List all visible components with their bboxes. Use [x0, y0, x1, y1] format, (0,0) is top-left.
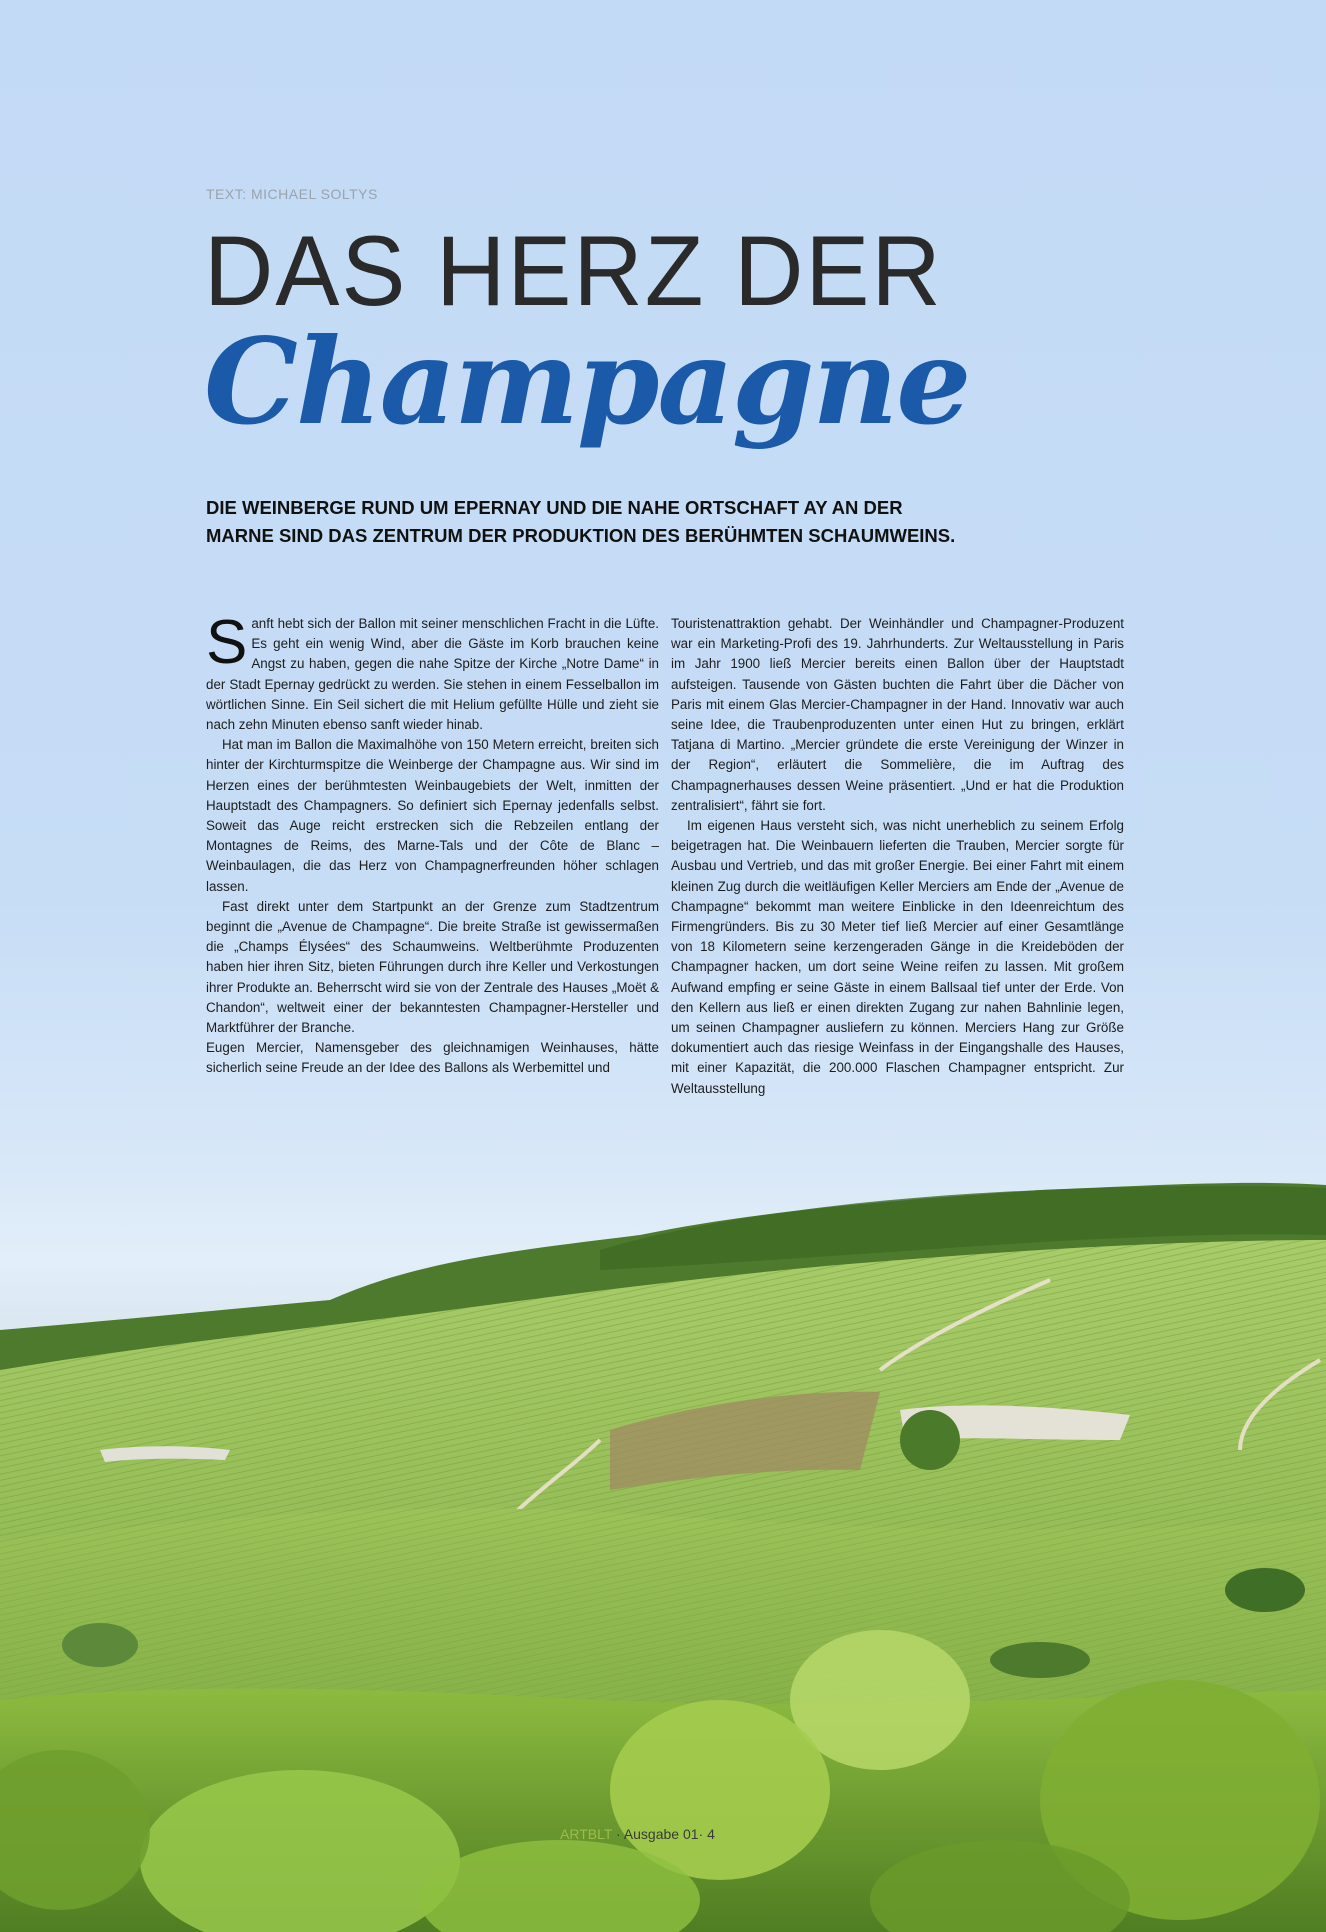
- page-footer: [560, 1826, 715, 1842]
- deck: [206, 494, 1106, 550]
- footer-issue: · Ausgabe 01· 4: [616, 1826, 715, 1842]
- body-paragraph: Fast direkt unter dem Startpunkt an der Grenze zum Stadtzentrum beginnt die „Avenue de Champagne“. Die breite Straße ist gewissermaßen die „Champs Élysées“ des Schaumweins. Weltberühmte Produzenten haben hier ihren Sitz, bieten Führungen durch ihre Keller und Verkostungen ihrer Produkte an. Beherrscht wird sie von der Zentrale des Hauses „Moët & Chandon“, weltweit einer der bekanntesten Champagner-Hersteller und Marktführer der Branche.: [206, 898, 659, 1036]
- headline: DAS HERZ DER: [204, 216, 943, 327]
- body-column-right: [671, 614, 1124, 1099]
- footer-magazine: ARTBLT: [560, 1826, 613, 1842]
- body-paragraph: Touristenattraktion gehabt. Der Weinhändler und Champagner-Produzent war ein Marketing-Profi des 19. Jahrhunderts. Zur Weltausstellung in Paris im Jahr 1900 ließ Mercier bereits einen Ballon über der Hauptstadt aufsteigen. Tausende von Gästen buchten die Fahrt über die Dächer von Paris mit einem Glas Mercier-Champagner in der Hand. Innovativ war auch seine Idee, die Traubenproduzenten unter einen Hut zu bringen, erklärt Tatjana di Martino. „Mercier gründete die erste Vereinigung der Winzer in der Region“, erläutert die Sommelière, die im Auftrag des Champagnerhauses dessen Weine präsentiert. „Und er hat die Produktion zentralisiert“, fährt sie fort.: [671, 616, 1124, 813]
- headline-script: Champagne: [204, 312, 970, 451]
- body-paragraph: Im eigenen Haus versteht sich, was nicht unerheblich zu seinem Erfolg beigetragen hat. Die Weinbauern lieferten die Trauben, Mercier sorgte für Ausbau und Vertrieb, und das mit großer Energie. Bei einer Fahrt mit einem kleinen Zug durch die weitläufigen Keller Merciers am Ende der „Avenue de Champagne“ bekommt man weitere Einblicke in den Ideenreichtum des Firmengründers. Bis zu 30 Meter tief ließ Mercier auf einer Gesamtlänge von 18 Kilometern seine kerzengeraden Gänge in die Kreideböden der Champagner hacken, um dort seine Weine reifen zu lassen. Mit großem Aufwand empfing er seine Gäste in einem Ballsaal tief unter der Erde. Von den Kellern aus ließ er einen direkten Zugang zur nahen Bahnlinie legen, um seinen Champagner ausliefern zu können. Merciers Hang zur Größe dokumentiert auch das riesige Weinfass in der Eingangshalle des Hauses, mit einer Kapazität, die 200.000 Flaschen Champagner entspricht. Zur Weltausstellung: [671, 818, 1124, 1096]
- paragraph-text: anft hebt sich der Ballon mit seiner menschlichen Fracht in die Lüfte. Es geht ein wenig Wind, aber die Gäste im Korb brauchen keine Angst zu haben, gegen die nahe Spitze der Kirche „Notre Dame“ in der Stadt Epernay gedrückt zu werden. Sie stehen in einem Fesselballon im wörtlichen Sinne. Ein Seil sichert die mit Helium gefüllte Hülle und zieht sie nach zehn Minuten ebenso sanft wieder hinab.: [206, 616, 659, 733]
- byline: TEXT: MICHAEL SOLTYS: [206, 186, 378, 202]
- deck-line: DIE WEINBERGE RUND UM EPERNAY UND DIE NAHE ORTSCHAFT AY AN DER: [206, 497, 903, 518]
- vineyard-photo: [0, 1140, 1326, 1932]
- deck-line: MARNE SIND DAS ZENTRUM DER PRODUKTION DES BERÜHMTEN SCHAUMWEINS.: [206, 525, 956, 546]
- body-paragraph: [206, 608, 659, 735]
- body-paragraph: Eugen Mercier, Namensgeber des gleichnamigen Weinhauses, hätte sicherlich seine Freude an der Idee des Ballons als Werbemittel und: [206, 1040, 659, 1076]
- dropcap: S: [206, 608, 248, 677]
- body-paragraph: Hat man im Ballon die Maximalhöhe von 150 Metern erreicht, breiten sich hinter der Kirchturmspitze die Weinberge der Champagne aus. Wir sind im Herzen eines der berühmtesten Weinbaugebiets der Welt, inmitten der Hauptstadt des Champagners. So definiert sich Epernay jedenfalls selbst. Soweit das Auge reicht erstrecken sich die Rebzeilen entlang der Montagnes de Reims, des Marne-Tals und der Côte de Blanc – Weinbaulagen, die das Herz von Champagnerfreunden höher schlagen lassen.: [206, 737, 659, 894]
- body-column-left: [206, 608, 659, 1079]
